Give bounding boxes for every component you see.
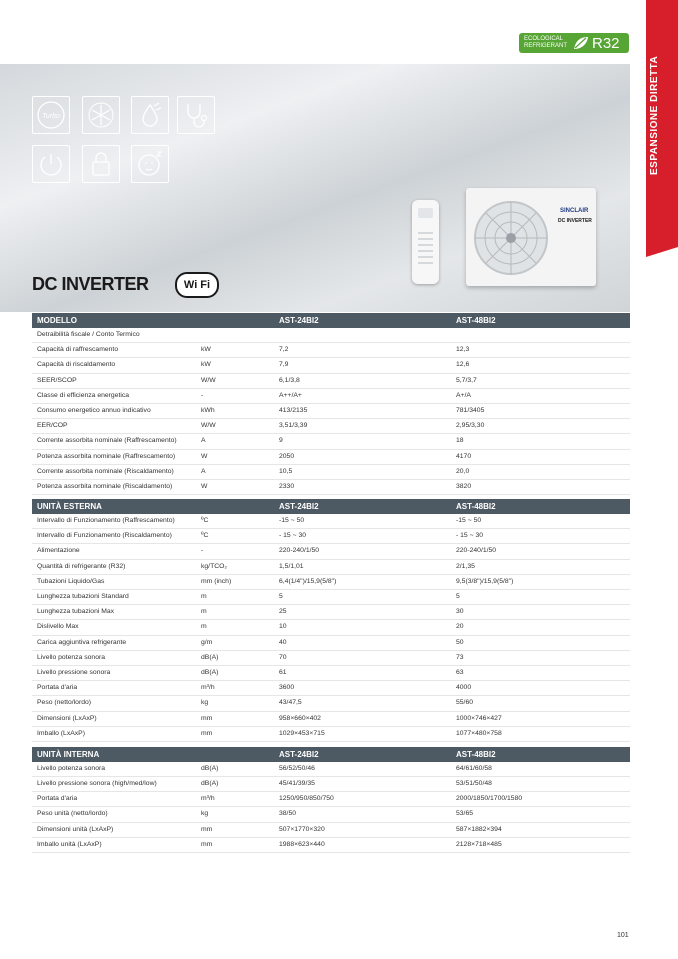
table-row xyxy=(32,792,630,807)
spec-value-a: 220-240/1/50 xyxy=(279,547,320,555)
table-row xyxy=(32,544,630,559)
spec-unit: dB(A) xyxy=(201,668,219,676)
spec-unit: A xyxy=(201,467,206,475)
spec-value-a: 43/47,5 xyxy=(279,699,302,707)
spec-value-a: 3,51/3,39 xyxy=(279,422,308,430)
spec-label: Dislivello Max xyxy=(37,623,79,631)
power-restart-icon xyxy=(32,145,70,183)
model-column-header: AST-48BI2 xyxy=(456,316,496,325)
spec-value-b: -15 ~ 50 xyxy=(456,517,482,525)
dc-inverter-logo: DC INVERTER xyxy=(32,274,149,294)
spec-unit: dB(A) xyxy=(201,764,219,772)
spec-label: Intervallo di Funzionamento (Riscaldamento) xyxy=(37,532,172,540)
spec-value-a: 958×660×402 xyxy=(279,714,321,722)
spec-label: Detraibilità fiscale / Conto Termico xyxy=(37,331,140,338)
spec-value-a: 2330 xyxy=(279,482,295,490)
spec-value-a: 25 xyxy=(279,608,287,616)
spec-value-b: - 15 ~ 30 xyxy=(456,532,484,540)
spec-value-b: 220-240/1/50 xyxy=(456,547,497,555)
spec-unit: mm xyxy=(201,714,213,722)
spec-unit: m xyxy=(201,593,207,600)
spec-value-b: 50 xyxy=(456,638,464,646)
spec-value-b: 9,5(3/8")/15,9(5/8") xyxy=(456,577,514,585)
lock-icon xyxy=(82,145,120,183)
spec-value-a: 1029×453×715 xyxy=(279,729,325,737)
spec-unit: dB(A) xyxy=(201,653,219,661)
table-row xyxy=(32,560,630,575)
spec-label: Corrente assorbita nominale (Raffrescamento) xyxy=(37,437,177,445)
spec-label: EER/COP xyxy=(37,422,68,430)
spec-label: Imballo unità (LxAxP) xyxy=(37,840,102,848)
spec-unit: mm xyxy=(201,840,213,848)
spec-value-a: 5 xyxy=(279,593,283,600)
table-row xyxy=(32,343,630,358)
spec-value-b: 18 xyxy=(456,437,464,445)
spec-value-b: 2000/1850/1700/1580 xyxy=(456,795,523,803)
page-number: 101 xyxy=(617,932,629,939)
spec-unit: m³/h xyxy=(201,684,215,692)
snowflake-icon xyxy=(82,96,120,134)
spec-value-a: 61 xyxy=(279,668,287,676)
spec-value-b: 12,6 xyxy=(456,361,470,369)
spec-label: Corrente assorbita nominale (Riscaldamento) xyxy=(37,467,174,475)
table-row xyxy=(32,374,630,389)
section-header xyxy=(32,313,630,328)
model-column-header: AST-24BI2 xyxy=(279,316,319,325)
spec-unit: ºC xyxy=(201,532,209,540)
side-tab-label: ESPANSIONE DIRETTA xyxy=(649,55,660,175)
spec-label: Tubazioni Liquido/Gas xyxy=(37,577,105,585)
spec-value-a: 413/2135 xyxy=(279,406,308,414)
table-row xyxy=(32,727,630,742)
spec-value-b: 30 xyxy=(456,608,464,616)
spec-label: Portata d'aria xyxy=(37,795,78,803)
spec-label: Capacità di riscaldamento xyxy=(37,361,116,369)
table-row xyxy=(32,590,630,605)
spec-value-b: 2/1,35 xyxy=(456,562,475,570)
outdoor-unit-fan-icon xyxy=(466,188,596,286)
spec-label: Potenza assorbita nominale (Raffrescamento) xyxy=(37,452,176,460)
spec-value-b: 3820 xyxy=(456,482,472,490)
model-column-header: AST-48BI2 xyxy=(456,749,496,759)
spec-unit: m³/h xyxy=(201,795,215,803)
spec-unit: W xyxy=(201,452,208,460)
spec-label: Classe di efficienza energetica xyxy=(37,391,130,399)
spec-value-a: 7,2 xyxy=(279,346,289,354)
spec-value-b: 12,3 xyxy=(456,346,470,354)
spec-label: Portata d'aria xyxy=(37,684,78,692)
spec-label: Quantità di refrigerante (R32) xyxy=(37,562,126,570)
table-row xyxy=(32,358,630,373)
spec-value-a: 10 xyxy=(279,623,287,631)
outdoor-unit-brand: SINCLAIR xyxy=(560,208,589,214)
outdoor-unit-image xyxy=(466,188,596,286)
spec-unit: g/m xyxy=(201,638,213,646)
table-row xyxy=(32,419,630,434)
self-clean-icon xyxy=(131,96,169,134)
table-row xyxy=(32,514,630,529)
spec-label: Alimentazione xyxy=(37,547,80,555)
eco-badge-code: R32 xyxy=(592,34,620,52)
spec-unit: mm xyxy=(201,825,213,833)
spec-value-a: 45/41/39/35 xyxy=(279,780,315,788)
table-row xyxy=(32,696,630,711)
spec-label: SEER/SCOP xyxy=(37,376,77,384)
spec-value-b: 53/51/50/48 xyxy=(456,780,492,788)
spec-value-a: 1988×623×440 xyxy=(279,840,325,848)
spec-label: Lunghezza tubazioni Standard xyxy=(37,593,129,600)
sleep-icon xyxy=(131,145,169,183)
spec-value-b: 20,0 xyxy=(456,467,470,475)
model-column-header: AST-24BI2 xyxy=(279,749,319,759)
table-row xyxy=(32,807,630,822)
spec-value-b: 2,95/3,30 xyxy=(456,422,485,430)
table-row xyxy=(32,666,630,681)
section-header xyxy=(32,747,630,762)
stethoscope-icon xyxy=(177,96,215,134)
spec-unit: ºC xyxy=(201,517,209,525)
spec-unit: W/W xyxy=(201,422,216,430)
spec-value-b: 5,7/3,7 xyxy=(456,376,477,384)
model-column-header: AST-48BI2 xyxy=(456,502,496,512)
spec-value-b: 73 xyxy=(456,653,464,661)
spec-unit: W/W xyxy=(201,376,216,384)
spec-value-a: 38/50 xyxy=(279,810,297,818)
section-side-tab xyxy=(646,0,678,247)
spec-value-b: 5 xyxy=(456,593,460,600)
spec-label: Lunghezza tubazioni Max xyxy=(37,608,115,616)
turbo-icon-label: Turbo xyxy=(42,113,60,120)
table-row xyxy=(32,605,630,620)
spec-value-a: A++/A+ xyxy=(279,391,302,399)
table-row xyxy=(32,529,630,544)
table-row xyxy=(32,389,630,404)
table-row xyxy=(32,450,630,465)
spec-unit: A xyxy=(201,437,206,445)
spec-unit: mm (inch) xyxy=(201,577,232,585)
table-row xyxy=(32,636,630,651)
spec-value-a: 1,5/1,01 xyxy=(279,562,304,570)
remote-control-image xyxy=(412,200,439,284)
spec-label: Livello pressione sonora xyxy=(37,668,111,676)
spec-value-b: 53/65 xyxy=(456,810,474,818)
spec-label: Dimensioni unità (LxAxP) xyxy=(37,825,114,833)
spec-value-a: 507×1770×320 xyxy=(279,825,325,833)
spec-unit: kW xyxy=(201,346,211,354)
spec-value-a: 9 xyxy=(279,437,283,445)
spec-value-a: 6,1/3,8 xyxy=(279,376,300,384)
spec-value-b: 2128×718×485 xyxy=(456,840,502,848)
spec-value-a: 1250/950/850/750 xyxy=(279,795,334,803)
spec-value-a: - 15 ~ 30 xyxy=(279,532,307,540)
spec-value-a: 6,4(1/4")/15,9(5/8") xyxy=(279,577,337,585)
table-row xyxy=(32,712,630,727)
spec-value-b: 64/61/60/58 xyxy=(456,764,492,772)
spec-unit: kg xyxy=(201,699,209,707)
table-row xyxy=(32,762,630,777)
spec-label: Livello potenza sonora xyxy=(37,764,106,772)
spec-value-b: 781/3405 xyxy=(456,406,485,414)
spec-unit: kg xyxy=(201,810,209,818)
section-header xyxy=(32,499,630,514)
spec-value-a: 40 xyxy=(279,638,287,646)
spec-value-b: 1000×746×427 xyxy=(456,714,502,722)
spec-value-b: A+/A xyxy=(456,391,471,399)
spec-value-b: 63 xyxy=(456,668,464,676)
spec-label: Carica aggiuntiva refrigerante xyxy=(37,638,127,646)
turbo-icon xyxy=(32,96,70,134)
spec-value-a: 70 xyxy=(279,653,287,661)
table-row xyxy=(32,465,630,480)
spec-unit: dB(A) xyxy=(201,780,219,788)
outdoor-unit-label: DC INVERTER xyxy=(558,218,592,224)
table-row xyxy=(32,404,630,419)
table-row xyxy=(32,651,630,666)
spec-value-b: 1077×480×758 xyxy=(456,729,502,737)
leaf-icon xyxy=(572,35,590,51)
spec-value-a: 2050 xyxy=(279,452,295,460)
model-column-header: AST-24BI2 xyxy=(279,502,319,512)
spec-value-b: 4170 xyxy=(456,452,472,460)
spec-value-b: 55/60 xyxy=(456,699,474,707)
spec-unit: - xyxy=(201,547,204,555)
wifi-logo: Wi Fi xyxy=(175,272,219,298)
eco-badge-text xyxy=(524,36,572,50)
spec-value-b: 4000 xyxy=(456,684,472,692)
spec-value-a: 10,5 xyxy=(279,467,293,475)
spec-value-b: 20 xyxy=(456,623,464,631)
spec-unit: m xyxy=(201,623,207,631)
spec-unit: kWh xyxy=(201,406,215,414)
spec-unit: - xyxy=(201,391,204,399)
table-row xyxy=(32,838,630,853)
spec-label: Livello potenza sonora xyxy=(37,653,106,661)
spec-unit: m xyxy=(201,608,207,616)
spec-unit: kW xyxy=(201,361,211,369)
eco-badge-line2: REFRIGERANT xyxy=(524,43,568,49)
table-row xyxy=(32,823,630,838)
spec-label: Imballo (LxAxP) xyxy=(37,729,85,737)
table-row xyxy=(32,777,630,792)
spec-unit: W xyxy=(201,482,208,490)
table-row xyxy=(32,434,630,449)
spec-unit: kg/TCO₂ xyxy=(201,562,228,570)
spec-value-a: 56/52/50/46 xyxy=(279,764,315,772)
section-title: MODELLO xyxy=(37,316,77,325)
section-title: UNITÀ INTERNA xyxy=(37,749,100,759)
table-row xyxy=(32,328,630,343)
table-row xyxy=(32,620,630,635)
eco-badge-line1: ECOLOGICAL xyxy=(524,36,564,42)
spec-unit: mm xyxy=(201,729,213,737)
spec-value-a: -15 ~ 50 xyxy=(279,517,305,525)
spec-value-a: 7,9 xyxy=(279,361,289,369)
spec-table xyxy=(32,313,630,853)
spec-label: Potenza assorbita nominale (Riscaldamento) xyxy=(37,482,173,490)
table-row xyxy=(32,575,630,590)
spec-value-b: 587×1882×394 xyxy=(456,825,502,833)
spec-value-a: 3600 xyxy=(279,684,295,692)
section-title: UNITÀ ESTERNA xyxy=(37,502,102,512)
eco-refrigerant-badge xyxy=(519,33,629,53)
spec-label: Capacità di raffrescamento xyxy=(37,346,119,354)
spec-label: Peso (netto/lordo) xyxy=(37,699,92,707)
spec-label: Consumo energetico annuo indicativo xyxy=(37,406,151,414)
table-row xyxy=(32,480,630,495)
spec-label: Intervallo di Funzionamento (Raffrescamento) xyxy=(37,517,175,525)
table-row xyxy=(32,681,630,696)
spec-label: Peso unità (netto/lordo) xyxy=(37,810,108,818)
spec-label: Dimensioni (LxAxP) xyxy=(37,714,97,722)
spec-label: Livello pressione sonora (high/med/low) xyxy=(37,780,157,788)
